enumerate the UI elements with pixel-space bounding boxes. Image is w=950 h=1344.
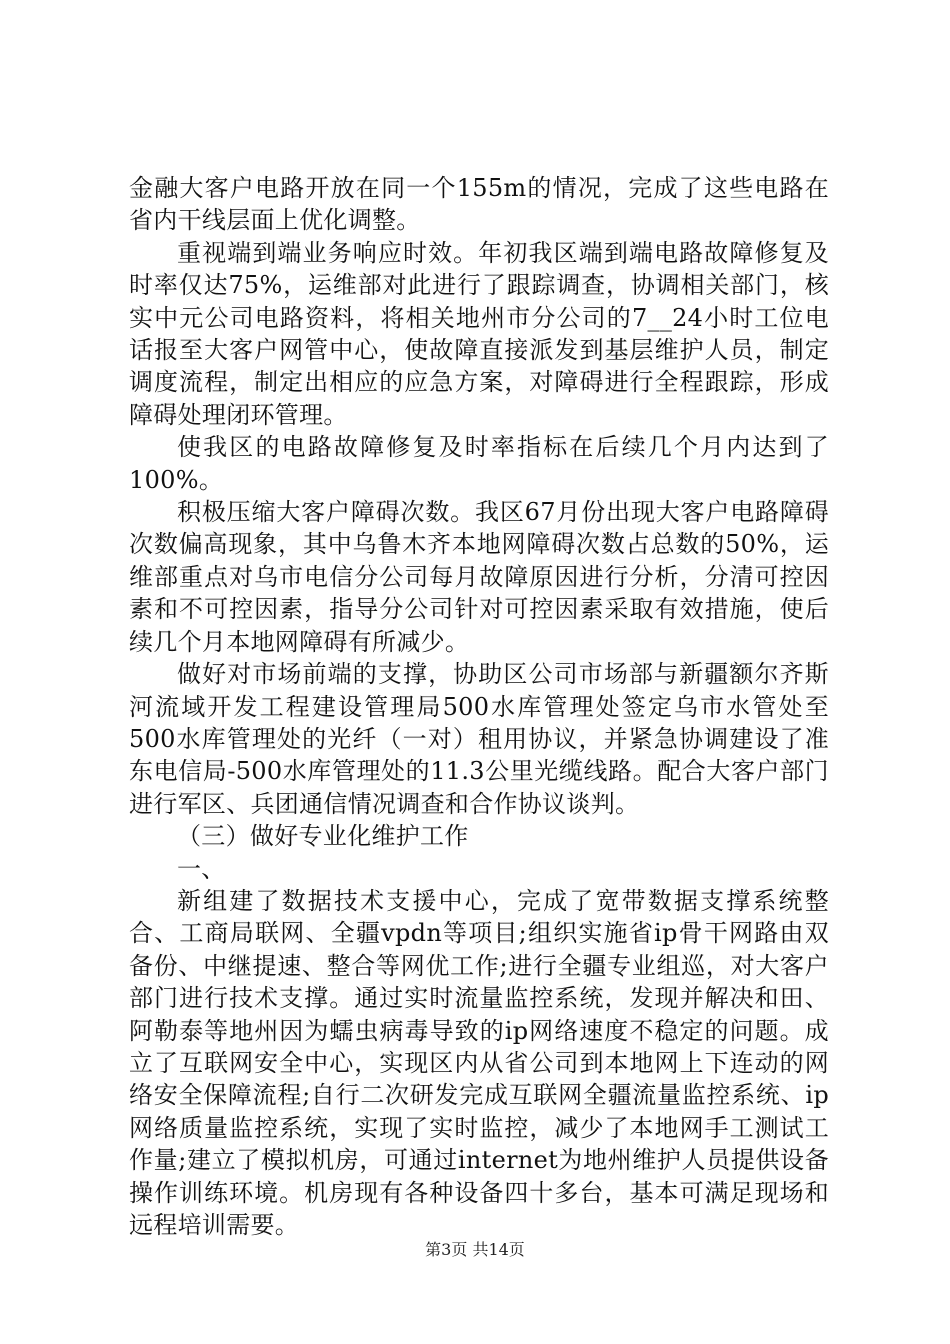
paragraph-continuation: 金融大客户电路开放在同一个155m的情况，完成了这些电路在省内干线层面上优化调整。 xyxy=(129,174,829,235)
paragraph-reduce-faults: 积极压缩大客户障碍次数。我区67月份出现大客户电路障碍次数偏高现象，其中乌鲁木齐本地网障碍次数占总数的50%，运维部重点对乌市电信分公司每月故障原因进行分析，分清可控因素和不可控因素，指导分公司针对可控因素采取有效措施，使后续几个月本地网障碍有所减少。 xyxy=(129,498,829,656)
paragraph-data-center: 新组建了数据技术支援中心，完成了宽带数据支撑系统整合、工商局联网、全疆vpdn等项目;组织实施省ip骨干网路由双备份、中继提速、整合等网优工作;进行全疆专业组巡，对大客户部门进行技术支撑。通过实时流量监控系统，发现并解决和田、阿勒泰等地州因为蠕虫病毒导致的ip网络速度不稳定的问题。成立了互联网安全中心，实现区内从省公司到本地网上下连动的网络安全保障流程;自行二次研发完成互联网全疆流量监控系统、ip网络质量监控系统，实现了实时监控，减少了本地网手工测试工作量;建立了模拟机房，可通过internet为地州维护人员提供设备操作训练环境。机房现有各种设备四十多台，基本可满足现场和远程培训需要。 xyxy=(129,886,829,1239)
section-subheading: 一、 xyxy=(177,854,226,883)
paragraph-market-support: 做好对市场前端的支撑，协助区公司市场部与新疆额尔齐斯河流域开发工程建设管理局500水库管理处签定乌市水管处至500水库管理处的光纤（一对）租用协议，并紧急协调建设了准东电信局-500水库管理处的11.3公里光缆线路。配合大客户部门进行军区、兵团通信情况调查和合作协议谈判。 xyxy=(129,660,829,818)
page-footer: 第3页 共14页 xyxy=(425,1240,525,1259)
section-heading: （三）做好专业化维护工作 xyxy=(177,822,469,851)
paragraph-repair-rate: 使我区的电路故障修复及时率指标在后续几个月内达到了100%。 xyxy=(129,433,829,494)
paragraph-response-time: 重视端到端业务响应时效。年初我区端到端电路故障修复及时率仅达75%，运维部对此进行了跟踪调查，协调相关部门，核实中元公司电路资料，将相关地州市分公司的7__24小时工位电话报至大客户网管中心，使故障直接派发到基层维护人员，制定调度流程，制定出相应的应急方案，对障碍进行全程跟踪，形成障碍处理闭环管理。 xyxy=(129,238,829,429)
document-body xyxy=(129,172,829,1241)
